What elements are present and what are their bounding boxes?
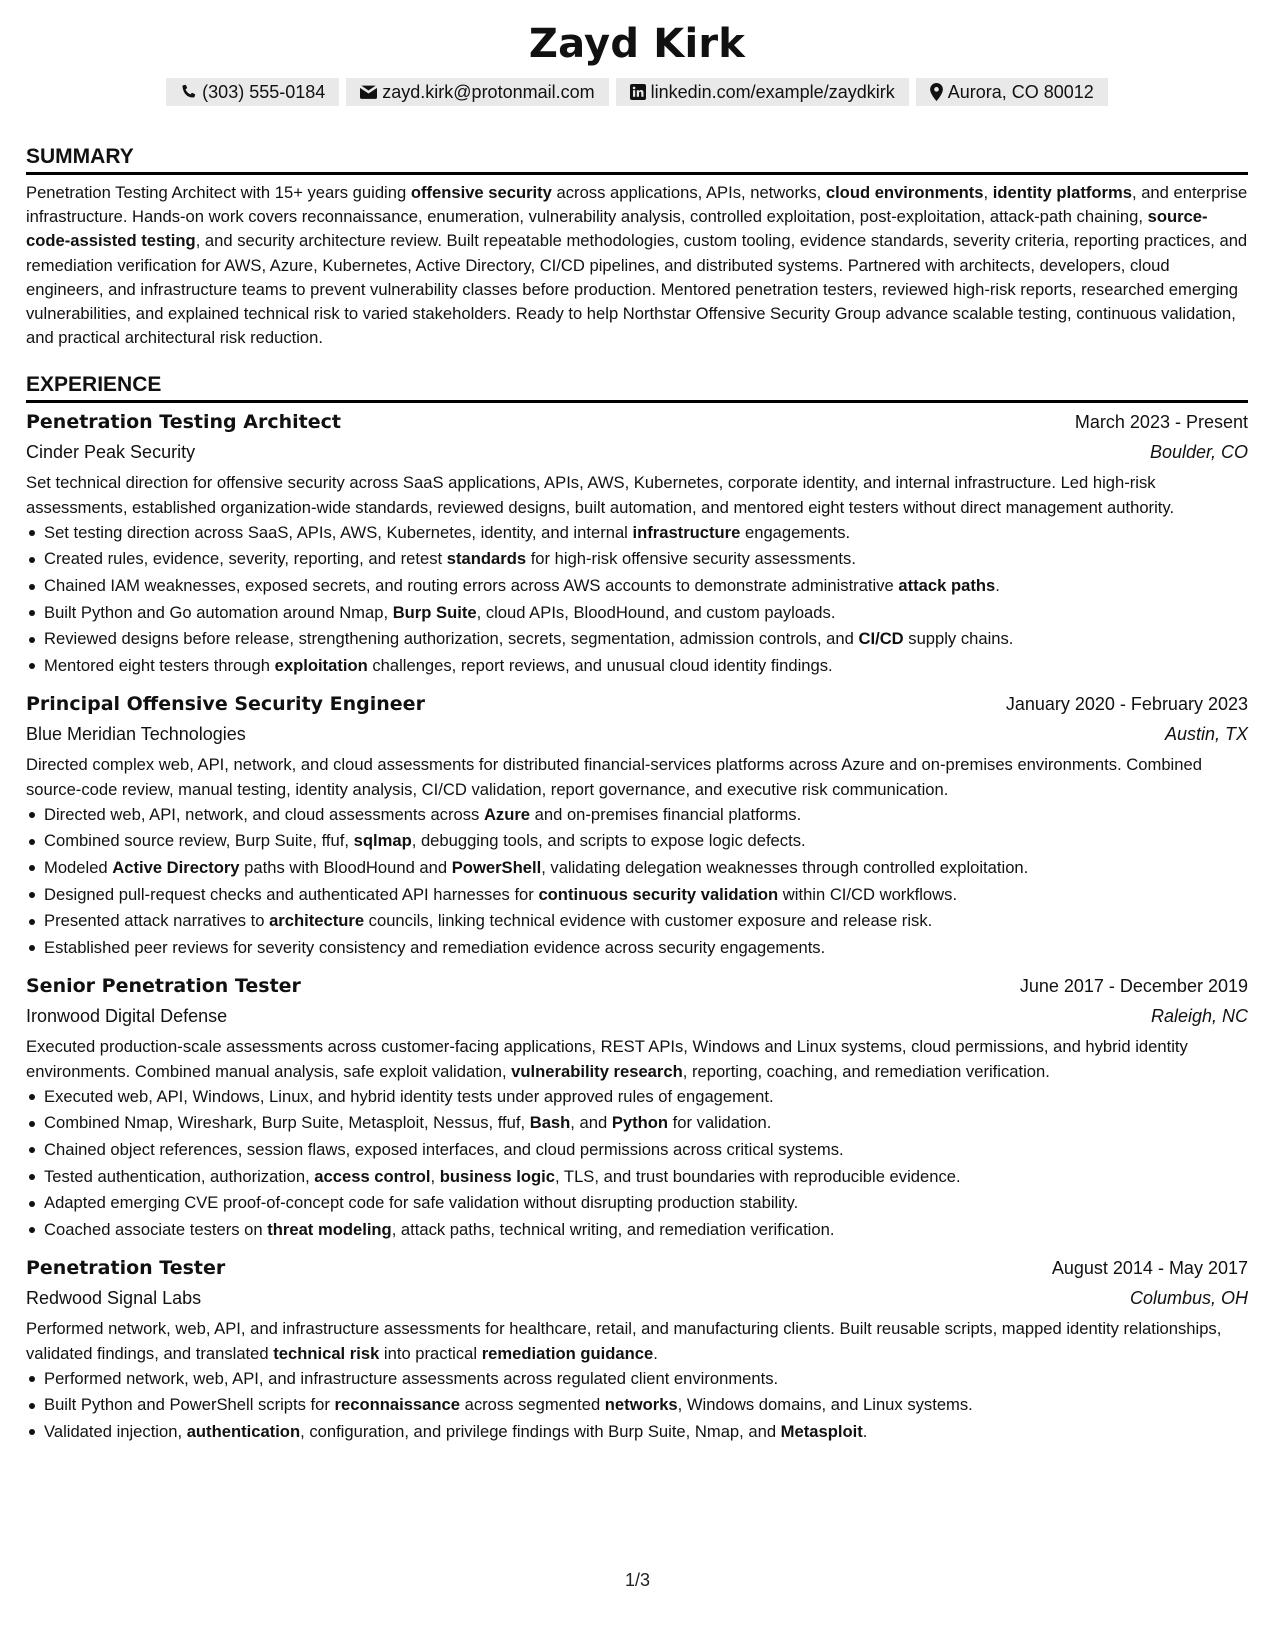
job-title: Penetration Testing Architect [26, 411, 341, 434]
text-run: challenges, report reviews, and unusual cloud identity findings. [367, 655, 833, 675]
contact-text: (303) 555-0184 [202, 82, 326, 102]
list-item [44, 546, 1248, 573]
text-run: , [983, 183, 993, 202]
bold-phrase: Azure [483, 804, 531, 824]
text-run: Directed web, API, network, and cloud assessments across [44, 804, 484, 824]
list-item [44, 520, 1248, 547]
text-run: , and security architecture review. Built repeatable methodologies, custom tooling, evidence standards, severity criteria, reporting practices, and remediation verification for AWS, Azure, Kubernetes, Active Directory, CI/CD pipelines, and distributed systems. Partnered with architects, developers, cloud engineers, and infrastructure teams to prevent vulnerability classes before production. Mentored penetration testers, reviewed high-risk reports, researched emerging vulnerabilities, and explained technical risk to varied stakeholders. Ready to help Northstar Offensive Security Group advance scalable testing, continuous validation, and practical architectural risk reduction. [26, 231, 1248, 348]
bold-phrase: Bash [529, 1113, 571, 1133]
text-run: for validation. [668, 1113, 772, 1133]
text-run: Executed web, API, Windows, Linux, and hybrid identity tests under approved rules of engagement. [44, 1086, 774, 1106]
bold-phrase: networks [604, 1395, 678, 1415]
text-run: Chained IAM weaknesses, exposed secrets, and routing errors across AWS accounts to demonstrate administrative [44, 576, 899, 596]
text-run: paths with BloodHound and [239, 857, 452, 877]
list-item [44, 1110, 1248, 1137]
map-pin-icon [930, 83, 943, 101]
bold-phrase: sqlmap [353, 831, 412, 851]
text-run: Combined source review, Burp Suite, ffuf, [44, 831, 354, 851]
text-run: Reviewed designs before release, strengthening authorization, secrets, segmentation, admission controls, and [44, 629, 859, 649]
text-run: Tested authentication, authorization, [44, 1166, 315, 1186]
contact-text: zayd.kirk@protonmail.com [382, 82, 595, 102]
linkedin-icon [630, 84, 646, 100]
job-description [26, 1317, 1248, 1365]
list-item [44, 908, 1248, 935]
bold-phrase: authentication [186, 1421, 301, 1441]
text-run: , and enterprise infrastructure. Hands-on work covers reconnaissance, enumeration, vulnerability analysis, controlled exploitation, post-exploitation, attack-path chaining, [26, 183, 1248, 227]
text-run: Performed network, web, API, and infrastructure assessments across regulated client environments. [44, 1368, 779, 1388]
text-run: within CI/CD workflows. [778, 884, 958, 904]
job-location: Columbus, OH [1129, 1288, 1248, 1309]
text-run: , configuration, and privilege findings with Burp Suite, Nmap, and [300, 1421, 781, 1441]
summary-heading: SUMMARY [26, 144, 1248, 175]
text-run: engagements. [740, 522, 851, 542]
job-company-row [26, 1001, 1248, 1031]
job-location: Boulder, CO [1149, 442, 1248, 463]
bold-phrase: access control [314, 1166, 431, 1186]
list-item [44, 1164, 1248, 1191]
list-item [44, 1392, 1248, 1419]
job-entry [26, 971, 1248, 1243]
text-run: Mentored eight testers through [44, 655, 275, 675]
list-item [44, 1190, 1248, 1217]
bold-phrase: infrastructure [632, 522, 741, 542]
job-company-row [26, 719, 1248, 749]
bold-phrase: Active Directory [112, 857, 240, 877]
text-run: , and [570, 1113, 612, 1133]
envelope-icon [360, 85, 377, 100]
job-dates: August 2014 - May 2017 [1051, 1258, 1248, 1279]
bold-phrase: source-code-assisted testing [26, 207, 1208, 251]
job-dates: June 2017 - December 2019 [1019, 976, 1248, 997]
text-run: Combined Nmap, Wireshark, Burp Suite, Metasploit, Nessus, ffuf, [44, 1113, 530, 1133]
bold-phrase: continuous security validation [538, 884, 779, 904]
text-run: Built Python and PowerShell scripts for [44, 1395, 335, 1415]
bold-phrase: Metasploit [780, 1421, 863, 1441]
text-run: Created rules, evidence, severity, reporting, and retest [44, 549, 447, 569]
text-run: and on-premises financial platforms. [530, 804, 802, 824]
contact-text: linkedin.com/example/zaydkirk [650, 82, 895, 102]
bold-phrase: standards [446, 549, 527, 569]
text-run: Performed network, web, API, and infrastructure assessments for healthcare, retail, and manufacturing clients. Built reusable scripts, mapped identity relationships, validated findings, and translated [26, 1319, 1222, 1363]
text-run: , debugging tools, and scripts to expose logic defects. [411, 831, 806, 851]
page-indicator: 1/3 [624, 1570, 651, 1590]
text-run: supply chains. [903, 629, 1014, 649]
list-item [44, 828, 1248, 855]
bold-phrase: architecture [269, 911, 365, 931]
job-description [26, 1035, 1248, 1083]
text-run: Chained object references, session flaws, exposed interfaces, and cloud permissions across critical systems. [44, 1139, 844, 1159]
text-run: Penetration Testing Architect with 15+ years guiding [26, 183, 411, 202]
text-run: councils, linking technical evidence with customer exposure and release risk. [364, 911, 933, 931]
text-run: , attack paths, technical writing, and remediation verification. [391, 1219, 835, 1239]
bold-phrase: identity platforms [992, 183, 1132, 202]
job-location: Austin, TX [1164, 724, 1248, 745]
experience-list [26, 407, 1248, 1445]
text-run: , Windows domains, and Linux systems. [677, 1395, 973, 1415]
list-item [44, 573, 1248, 600]
candidate-name: Zayd Kirk [528, 21, 746, 67]
text-run: Validated injection, [44, 1421, 187, 1441]
text-run: Designed pull-request checks and authenticated API harnesses for [44, 884, 539, 904]
contact-item[interactable] [166, 78, 339, 106]
job-description [26, 753, 1248, 801]
job-company-row [26, 1283, 1248, 1313]
text-run: Built Python and Go automation around Nmap, [44, 602, 393, 622]
text-run: , [430, 1166, 440, 1186]
bold-phrase: attack paths [898, 576, 996, 596]
list-item [44, 1084, 1248, 1111]
bold-phrase: exploitation [274, 655, 368, 675]
job-bullets [26, 1366, 1248, 1446]
text-run: Presented attack narratives to [44, 911, 270, 931]
list-item [44, 1137, 1248, 1164]
job-title: Principal Offensive Security Engineer [26, 693, 425, 716]
resume-content [26, 18, 1248, 1446]
job-entry [26, 689, 1248, 961]
phone-icon [180, 84, 197, 101]
contact-item[interactable] [346, 78, 608, 106]
bold-phrase: Burp Suite [392, 602, 477, 622]
job-entry [26, 407, 1248, 679]
contact-item[interactable] [616, 78, 909, 106]
list-item [44, 600, 1248, 627]
list-item [44, 653, 1248, 680]
text-run: . [862, 1421, 868, 1441]
bold-phrase: threat modeling [267, 1219, 392, 1239]
job-header-row [26, 971, 1248, 1001]
list-item [44, 802, 1248, 829]
text-run: Adapted emerging CVE proof-of-concept code for safe validation without disrupting production stability. [44, 1193, 799, 1213]
text-run: , TLS, and trust boundaries with reproducible evidence. [555, 1166, 961, 1186]
text-run: across applications, APIs, networks, [551, 183, 826, 202]
job-dates: January 2020 - February 2023 [1005, 694, 1248, 715]
job-dates: March 2023 - Present [1074, 412, 1248, 433]
text-run: , reporting, coaching, and remediation verification. [682, 1061, 1050, 1081]
text-run: Established peer reviews for severity consistency and remediation evidence across security engagements. [44, 937, 826, 957]
text-run: Directed complex web, API, network, and cloud assessments for distributed financial-services platforms across Azure and on-premises environments. Combined source-code review, manual testing, identity analysis, CI/CD validation, report governance, and executive risk communication. [26, 755, 1202, 799]
job-title: Penetration Tester [26, 1257, 226, 1280]
list-item [44, 626, 1248, 653]
job-header-row [26, 1253, 1248, 1283]
job-header-row [26, 407, 1248, 437]
job-bullets [26, 1084, 1248, 1244]
bold-phrase: reconnaissance [334, 1395, 460, 1415]
experience-heading: EXPERIENCE [26, 372, 1248, 403]
text-run: . [653, 1343, 658, 1363]
company-name: Redwood Signal Labs [26, 1288, 202, 1309]
summary-paragraph [26, 181, 1248, 350]
company-name: Ironwood Digital Defense [26, 1006, 228, 1027]
contact-text: Aurora, CO 80012 [947, 82, 1094, 102]
text-run: Coached associate testers on [44, 1219, 268, 1239]
list-item [44, 855, 1248, 882]
list-item [44, 882, 1248, 909]
list-item [44, 1419, 1248, 1446]
job-company-row [26, 437, 1248, 467]
bold-phrase: business logic [439, 1166, 556, 1186]
text-run: into practical [379, 1343, 482, 1363]
list-item [44, 1366, 1248, 1393]
bold-phrase: offensive security [410, 183, 552, 202]
job-description [26, 471, 1248, 519]
bold-phrase: cloud environments [825, 183, 984, 202]
text-run: Modeled [44, 857, 113, 877]
text-run: . [995, 576, 1000, 596]
text-run: across segmented [459, 1395, 605, 1415]
text-run: for high-risk offensive security assessments. [526, 549, 856, 569]
list-item [44, 1217, 1248, 1244]
job-title: Senior Penetration Tester [26, 975, 301, 998]
bold-phrase: PowerShell [451, 857, 542, 877]
bold-phrase: Python [611, 1113, 669, 1133]
job-bullets [26, 802, 1248, 962]
text-run: Set technical direction for offensive security across SaaS applications, APIs, AWS, Kubernetes, corporate identity, and internal infrastructure. Led high-risk assessments, established organization-wide standards, reviewed designs, built automation, and mentored eight testers without direct management authority. [26, 473, 1175, 517]
job-bullets [26, 520, 1248, 680]
list-item [44, 935, 1248, 962]
contact-bar [26, 78, 1248, 106]
text-run: Set testing direction across SaaS, APIs, AWS, Kubernetes, identity, and internal [44, 522, 633, 542]
bold-phrase: vulnerability research [511, 1061, 683, 1081]
bold-phrase: CI/CD [858, 629, 904, 649]
bold-phrase: remediation guidance [481, 1343, 654, 1363]
text-run: Executed production-scale assessments across customer-facing applications, REST APIs, Windows and Linux systems, cloud permissions, and hybrid identity environments. Combined manual analysis, safe exploit validation, [26, 1037, 1188, 1081]
bold-phrase: technical risk [273, 1343, 380, 1363]
job-header-row [26, 689, 1248, 719]
text-run: , cloud APIs, BloodHound, and custom payloads. [476, 602, 836, 622]
contact-item[interactable] [916, 78, 1108, 106]
job-location: Raleigh, NC [1150, 1006, 1248, 1027]
company-name: Blue Meridian Technologies [26, 724, 246, 745]
company-name: Cinder Peak Security [26, 442, 196, 463]
text-run: , validating delegation weaknesses through controlled exploitation. [541, 857, 1029, 877]
job-entry [26, 1253, 1248, 1445]
